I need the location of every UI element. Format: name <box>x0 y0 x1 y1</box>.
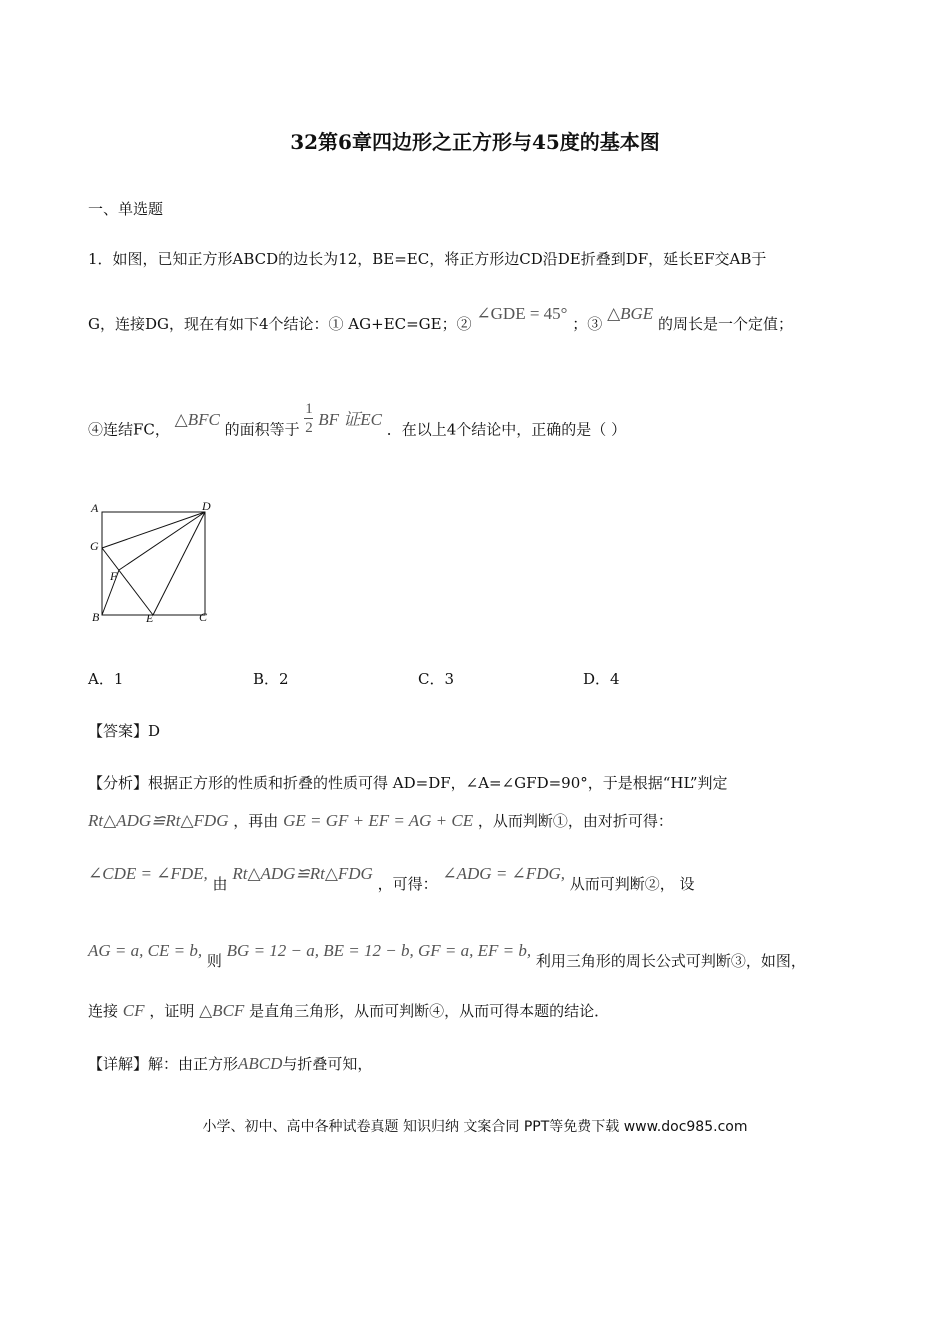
option-b[interactable]: B．2 <box>253 670 289 688</box>
question-text: ；③ <box>572 315 603 333</box>
fraction-numerator: 1 <box>305 401 313 417</box>
label-e: E <box>146 611 154 625</box>
detail-text: 解：由正方形 <box>148 1055 239 1073</box>
analysis-text: 利用三角形的周长公式可判断③，如图， <box>535 952 806 970</box>
segment-fd <box>119 512 205 570</box>
math-expression: ∠CDE = ∠FDE, <box>88 864 208 883</box>
detail-tag: 【详解】 <box>88 1055 149 1073</box>
question-line-1: 1．如图，已知正方形ABCD的边长为12，BE=EC，将正方形边CD沿DE折叠到DF，延长EF交AB于 <box>88 250 767 268</box>
analysis-text: ，再由 <box>233 812 279 830</box>
math-expression: ∠ADG = ∠FDG, <box>442 864 565 883</box>
math-expression: ∠GDE = 45° <box>476 304 568 323</box>
question-line-2 <box>88 304 793 334</box>
fraction-denominator: 2 <box>305 420 313 436</box>
analysis-text: 根据正方形的性质和折叠的性质可得 AD=DF，∠A=∠GFD=90°，于是根据“HL”判定 <box>148 774 728 792</box>
math-expression: CF <box>122 1001 145 1020</box>
question-text: G，连接DG，现在有如下4个结论：① AG+EC=GE；② <box>88 315 472 333</box>
label-c: C <box>199 610 208 624</box>
math-expression: GE = GF + EF = AG + CE <box>283 811 474 830</box>
math-expression: AG = a, CE = b, <box>88 941 203 960</box>
analysis-text: 则 <box>206 952 222 970</box>
math-expression: ABCD <box>238 1054 283 1073</box>
math-expression: BF 证EC <box>318 409 382 429</box>
analysis-text: ，可得： <box>377 875 438 893</box>
square-abcd <box>102 512 205 615</box>
math-expression: Rt△ADG≌Rt△FDG <box>232 864 373 883</box>
math-expression: △BFC <box>174 409 220 429</box>
analysis-text: 是直角三角形，从而可判断④，从而可得本题的结论． <box>249 1002 610 1020</box>
analysis-line-5 <box>88 1000 609 1021</box>
option-d[interactable]: D．4 <box>583 670 620 688</box>
detail-line <box>88 1053 372 1074</box>
analysis-line-1 <box>88 772 728 793</box>
analysis-text: 从而可判断②， 设 <box>569 875 695 893</box>
analysis-text: ，证明 <box>149 1002 195 1020</box>
fraction <box>304 401 313 436</box>
question-text: 的周长是一个定值； <box>657 315 793 333</box>
question-text: ．在以上4个结论中，正确的是（ ） <box>386 420 627 439</box>
math-expression: BG = 12 − a, BE = 12 − b, GF = a, EF = b, <box>226 941 532 960</box>
geometry-figure <box>86 496 216 628</box>
label-f: F <box>110 569 118 583</box>
question-line-3 <box>88 401 627 448</box>
label-b: B <box>92 610 100 624</box>
analysis-text: ，从而判断①，由对折可得： <box>477 812 673 830</box>
analysis-line-4 <box>88 941 806 971</box>
label-a: A <box>91 501 99 515</box>
analysis-tag: 【分析】 <box>88 774 149 792</box>
question-text: 的面积等于 <box>224 420 300 439</box>
label-d: D <box>202 499 211 513</box>
math-expression: Rt△ADG≌Rt△FDG <box>88 811 229 830</box>
footer-text: 小学、初中、高中各种试卷真题 知识归纳 文案合同 PPT等免费下载 www.doc985.com <box>202 1119 748 1135</box>
answer-value: D <box>148 722 161 740</box>
analysis-line-3 <box>88 864 695 894</box>
question-text: ④连结FC， <box>88 420 170 439</box>
option-c[interactable]: C．3 <box>418 670 455 688</box>
analysis-line-2 <box>88 810 673 831</box>
option-a[interactable]: A．1 <box>88 670 124 688</box>
answer-tag: 【答案】 <box>88 722 149 740</box>
label-g: G <box>90 539 99 553</box>
analysis-text: 连接 <box>88 1002 119 1020</box>
page-title: 32第6章四边形之正方形与45度的基本图 <box>290 130 660 154</box>
math-expression: △BCF <box>199 1001 245 1020</box>
answer-line <box>88 720 160 741</box>
section-heading: 一、单选题 <box>88 200 164 218</box>
detail-text: 与折叠可知， <box>282 1055 373 1073</box>
analysis-text: 由 <box>212 875 228 893</box>
math-expression: △BGE <box>607 304 654 323</box>
